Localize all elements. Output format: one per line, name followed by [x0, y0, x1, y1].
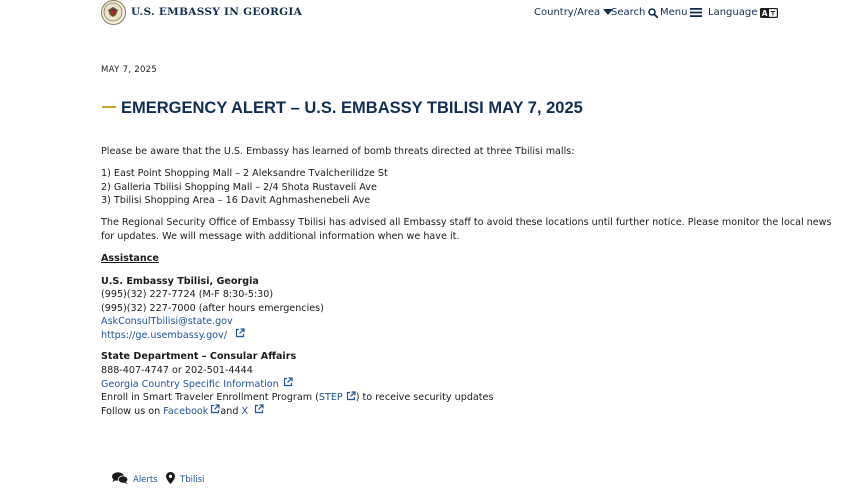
external-link-icon	[210, 404, 220, 419]
location-tag[interactable]	[166, 472, 204, 487]
search-button[interactable]	[611, 7, 658, 18]
x-link[interactable]: X	[241, 405, 249, 417]
country-area-dropdown[interactable]	[534, 7, 613, 18]
state-dept-name: State Department – Consular Affairs	[101, 351, 297, 362]
follow-us-row	[101, 404, 264, 419]
hamburger-icon	[690, 8, 702, 17]
embassy-website-link[interactable]: https://ge.usembassy.gov/	[101, 329, 227, 341]
external-link-icon	[254, 404, 264, 419]
menu-button[interactable]	[660, 7, 702, 18]
embassy-phone-business-hours: (995)(32) 227-7724 (M-F 8:30-5:30)	[101, 289, 274, 300]
mall-item-3: 3) Tbilisi Shopping Area – 16 Davit Aghmashenebeli Ave	[101, 195, 371, 206]
language-button[interactable]	[708, 7, 778, 18]
facebook-link[interactable]: Facebook	[163, 405, 209, 417]
language-label: Language	[708, 7, 758, 18]
advice-paragraph-line-1: The Regional Security Office of Embassy Tbilisi has advised all Embassy staff to avoid these locations until further notice. Please monitor the local news	[101, 217, 832, 228]
map-pin-icon	[166, 472, 175, 487]
embassy-website-row	[101, 328, 245, 343]
assistance-heading: Assistance	[101, 253, 159, 264]
mall-item-1: 1) East Point Shopping Mall – 2 Aleksandre Tvalcherilidze St	[101, 168, 388, 179]
translate-icon	[760, 8, 778, 18]
external-link-icon	[346, 391, 356, 406]
title-accent-bar	[102, 106, 116, 108]
chat-bubbles-icon	[112, 472, 128, 487]
step-enroll-row	[101, 391, 493, 406]
search-icon	[648, 8, 658, 18]
advice-paragraph-line-2: for updates. We will message with additional information when we have it.	[101, 230, 460, 242]
page-title: EMERGENCY ALERT – U.S. EMBASSY TBILISI MAY 7, 2025	[121, 99, 583, 117]
embassy-phone-emergency: (995)(32) 227-7000 (after hours emergencies)	[101, 302, 324, 314]
follow-text-prefix: Follow us on	[101, 405, 164, 417]
country-specific-info-link[interactable]: Georgia Country Specific Information	[101, 378, 279, 390]
site-title[interactable]: U.S. EMBASSY IN GEORGIA	[131, 6, 303, 18]
external-link-icon	[283, 377, 293, 392]
embassy-email-link[interactable]: AskConsulTbilisi@state.gov	[101, 316, 233, 327]
search-label: Search	[611, 7, 646, 18]
embassy-name: U.S. Embassy Tbilisi, Georgia	[101, 276, 259, 287]
embassy-seal-logo[interactable]	[101, 0, 126, 25]
enroll-text-suffix: ) to receive security updates	[355, 392, 494, 403]
alerts-tag-label: Alerts	[133, 474, 158, 485]
enroll-text-prefix: Enroll in Smart Traveler Enrollment Program (	[101, 392, 319, 403]
location-tag-label: Tbilisi	[180, 474, 205, 485]
menu-label: Menu	[660, 7, 688, 18]
intro-paragraph: Please be aware that the U.S. Embassy has learned of bomb threats directed at three Tbilisi malls:	[101, 146, 575, 157]
and-text: and	[220, 405, 242, 417]
state-dept-phone: 888-407-4747 or 202-501-4444	[101, 364, 253, 376]
site-header	[0, 0, 850, 28]
svg-text:A: A	[762, 8, 768, 18]
country-area-label: Country/Area	[534, 7, 601, 18]
external-link-icon	[235, 328, 245, 343]
step-link[interactable]: STEP	[318, 392, 343, 403]
mall-item-2: 2) Galleria Tbilisi Shopping Mall – 2/4 Shota Rustaveli Ave	[101, 181, 377, 193]
article-date: MAY 7, 2025	[101, 65, 158, 75]
country-info-row	[101, 377, 293, 392]
alerts-tag[interactable]	[112, 472, 158, 487]
